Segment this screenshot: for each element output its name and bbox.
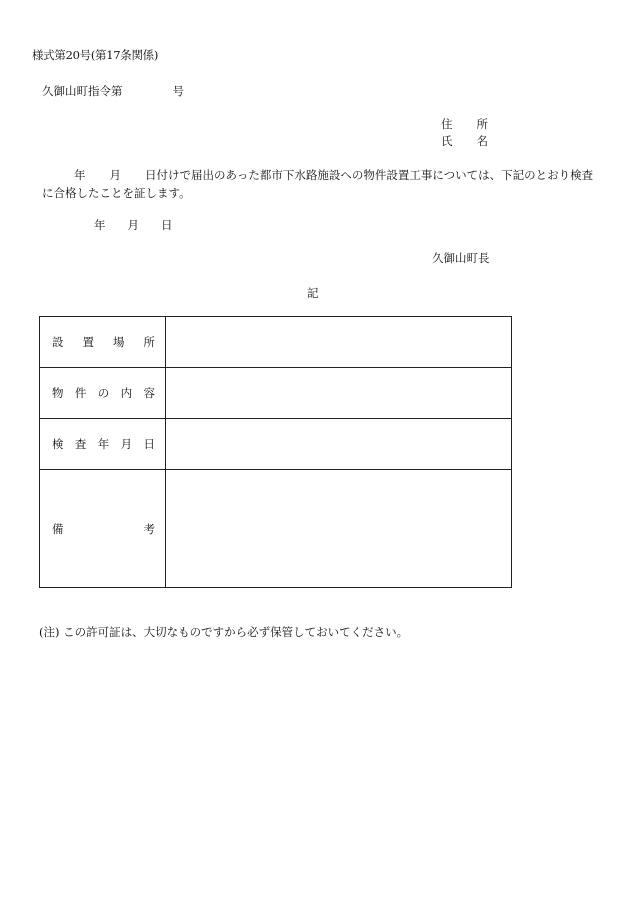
value-inspection-date [166,419,512,470]
issuer: 久御山町長 [432,251,490,265]
label-remarks: 備 考 [40,470,166,588]
label-inspection-date: 検 査 年 月 日 [40,419,166,470]
body-year: 年 [74,168,86,182]
name-label: 氏 名 [441,134,488,148]
recipient-block [441,116,488,150]
table-row [40,470,512,588]
notice-suffix: 号 [172,84,184,98]
issue-date: 年 月 日 [94,218,173,232]
label-installation-location: 設 置 場 所 [40,317,166,368]
value-installation-location [166,317,512,368]
table-row [40,317,512,368]
value-remarks [166,470,512,588]
value-object-content [166,368,512,419]
ki-heading: 記 [307,286,319,300]
certification-text [42,166,598,202]
label-object-content: 物 件 の 内 容 [40,368,166,419]
table-row [40,419,512,470]
body-text: 日付けで届出のあった都市下水路施設への物件設置工事については、下記のとおり検査に合格したことを証します。 [42,168,594,200]
body-month: 月 [109,168,121,182]
table-row [40,368,512,419]
footnote: (注) この許可証は、大切なものですから必ず保管しておいてください。 [39,625,409,639]
detail-table [39,316,512,588]
notice-prefix: 久御山町指令第 [42,84,123,98]
notice-number-line [42,83,184,99]
form-number: 様式第20号(第17条関係) [32,48,159,62]
address-label: 住 所 [441,117,488,131]
